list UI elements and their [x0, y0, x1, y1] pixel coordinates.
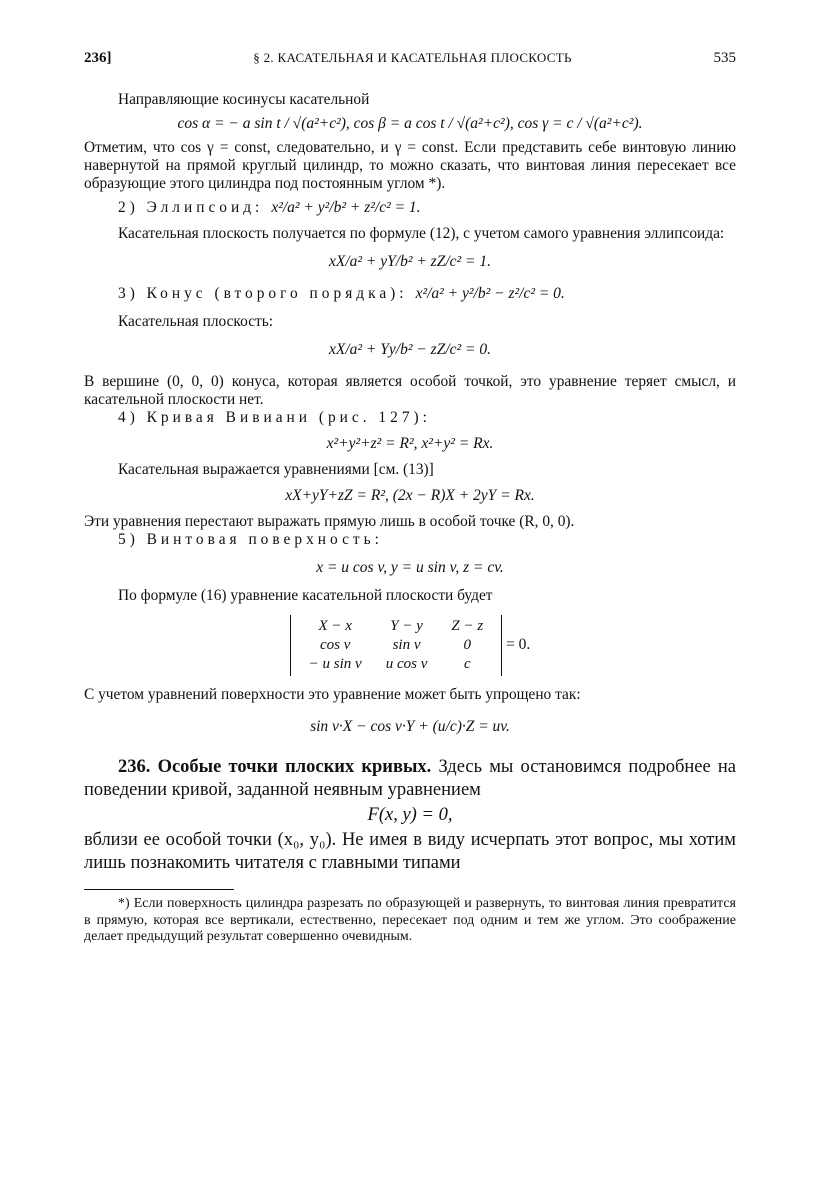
page-number: 535: [713, 50, 736, 66]
running-header: [84, 50, 736, 67]
page: [84, 50, 736, 946]
para-ellipsoid-tangent: Касательная плоскость получается по формуле (12), с учетом самого уравнения эллипсоида:: [118, 225, 725, 242]
det-row: X − x Y − y Z − z: [318, 618, 484, 634]
footnote: *) Если поверхность цилиндра разрезать по образующей и развернуть, то винтовая линия превратится в прямую, которая все вертикали, естественно, пересекает под одним и тем же углом. Это соображение делает предыдущий результат совершенно очевидным.: [84, 896, 736, 944]
section-236-text-a: Здесь мы остановимся подробнее на поведении кривой, заданной неявным уравнением: [84, 757, 736, 800]
para-viviani-tangent: Касательная выражается уравнениями [см. (13)]: [118, 461, 434, 478]
equation-viviani-tangent: xX+yY+zZ = R², (2x − R)X + 2yY = Rx.: [285, 487, 535, 504]
equation-implicit: F(x, y) = 0,: [367, 805, 453, 825]
para-helicoid-tangent: По формуле (16) уравнение касательной плоскости будет: [118, 587, 493, 604]
equation-helicoid: x = u cos v, y = u sin v, z = cv.: [316, 559, 504, 576]
equation-simplified: sin v·X − cos v·Y + (u/c)·Z = uv.: [310, 718, 510, 735]
helicoid-label: 5) Винтовая поверхность:: [118, 531, 383, 548]
section-number: 236]: [84, 50, 112, 66]
para-helix-angle: Отметим, что cos γ = const, следовательно, и γ = const. Если представить себе винтовую линию навернутой на прямой круглый цилиндр, то можно сказать, что винтовая линия пересекает все образующие этого цилиндра под постоянным углом *).: [84, 139, 736, 192]
running-title: § 2. КАСАТЕЛЬНАЯ И КАСАТЕЛЬНАЯ ПЛОСКОСТЬ: [253, 50, 572, 65]
determinant-equation: [84, 615, 736, 676]
section-236-heading: 236. Особые точки плоских кривых.: [118, 757, 432, 777]
equation-cosines: cos α = − a sin t / √(a²+c²), cos β = a cos t / √(a²+c²), cos γ = c / √(a²+c²).: [177, 115, 643, 132]
det-equals: = 0.: [506, 636, 531, 654]
para-cone-vertex: В вершине (0, 0, 0) конуса, которая является особой точкой, это уравнение теряет смысл, и касательной плоскости нет.: [84, 373, 736, 408]
ellipsoid-label: 2) Эллипсоид:: [118, 199, 264, 216]
section-236: [84, 756, 736, 802]
para-direction-cosines: Направляющие косинусы касательной: [118, 91, 370, 108]
det-row: − u sin v u cos v c: [308, 656, 471, 672]
cone-label: 3) Конус (второго порядка):: [118, 285, 408, 302]
equation-ellipsoid: x²/a² + y²/b² + z²/c² = 1.: [271, 199, 421, 216]
det-row: cos v sin v 0: [319, 637, 472, 653]
para-simplified: С учетом уравнений поверхности это уравнение может быть упрощено так:: [84, 686, 581, 703]
equation-cone: x²/a² + y²/b² − z²/c² = 0.: [415, 285, 565, 302]
equation-viviani: x²+y²+z² = R², x²+y² = Rx.: [326, 435, 494, 452]
equation-ellipsoid-tangent: xX/a² + yY/b² + zZ/c² = 1.: [329, 253, 491, 270]
para-cone-tangent: Касательная плоскость:: [118, 313, 274, 330]
equation-cone-tangent: xX/a² + Yy/b² − zZ/c² = 0.: [329, 341, 491, 358]
para-singular-point: Эти уравнения перестают выражать прямую лишь в особой точке (R, 0, 0).: [84, 513, 575, 530]
section-236-text-b: вблизи ее особой точки (x₀, y₀). Не имея в виду исчерпать этот вопрос, мы хотим лишь познакомить читателя с главными типами: [84, 830, 736, 873]
footnote-rule: [84, 889, 234, 890]
determinant: [290, 615, 503, 676]
viviani-label: 4) Кривая Вивиани (рис. 127):: [118, 409, 431, 426]
